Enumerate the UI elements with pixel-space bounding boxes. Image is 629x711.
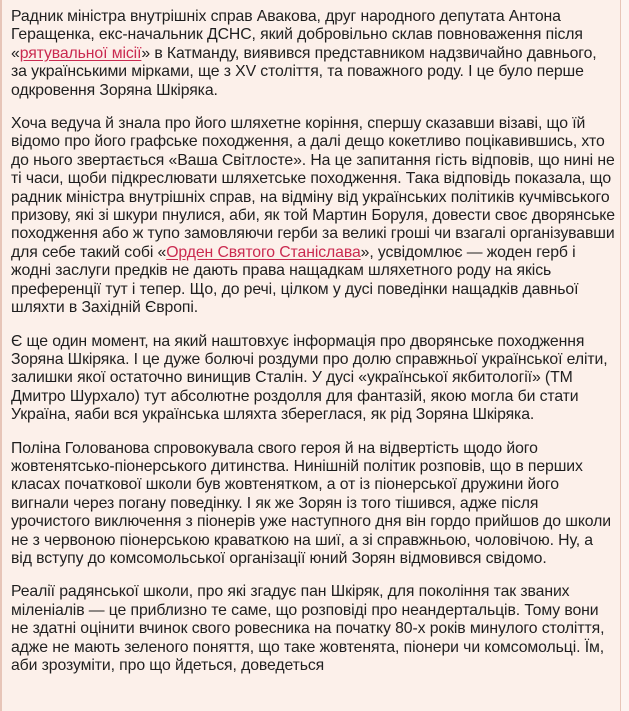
inline-link[interactable]: рятувальної місії (19, 44, 142, 62)
article-paragraph: Хоча ведуча й знала про його шляхетне коріння, спершу сказавши візаві, що їй відомо про його графське походження, а далі дещо кокетливо поцікавившись, хто до нього звертається «Ваша Світлосте». На це запитання гість відповів, що нині не ті часи, щоби підкреслювати шляхетське походження. Така відповідь показала, що радник міністра внутрішніх справ, на відміну від українських політиків кучмівського призову, які зі шкури пнулися, аби, як той Мартин Боруля, довести своє дворянське походження або ж тупо замовляючи герби за великі гроші чи взагалі організувавши для себе такий собі «Орден Святого Станіслава», усвідомлює — жоден герб і жодні заслуги предків не дають права нащадкам шляхетного роду на якісь преференції тут і тепер. Що, до речі, цілком у дусі поведінки нащадків давньої шляхти в Західній Європі. (11, 115, 615, 317)
article-paragraph: Реалії радянської школи, про які згадує пан Шкіряк, для покоління так званих міленіалів — це приблизно те саме, що розповіді про неандертальців. Тому вони не здатні оцінити вчинок свого ровесника на початку 80-х років минулого століття, адже не мають зеленого поняття, що таке жовтенята, піонери чи комсомольці. Їм, аби зрозуміти, про що йдеться, доведеться (11, 583, 605, 674)
article-paragraph: Поліна Голованова спровокувала свого героя й на відвертість щодо його жовтенятсько-піонерського дитинства. Нинішній політик розповів, що в перших класах початкової школи був жовтенятком, а от із піонерської дружини його вигнали через погану поведінку. І як же Зорян із того тішився, адже після урочистого виключення з піонерів уже наступного дня він гордо прийшов до школи не з червоною піонерською краваткою на шиї, а зі справжньою, чоловічою. Ну, а від вступу до комсомольської організації юний Зорян відмовився свідомо. (11, 439, 611, 567)
article-paragraph: Є ще один момент, на який наштовхує інформація про дворянське походження Зоряна Шкіряка. І це дуже болючі роздуми про долю справжньої української еліти, залишки якої остаточно винищив Сталін. У дусі «української якбитології» (ТМ Дмитро Шурхало) тут абсолютне роздолля для фантазій, якою могла би стати Україна, яаби вся українська шляхта збереглася, як рід Зоряна Шкіряка. (11, 332, 608, 424)
article-paragraph: Радник міністра внутрішніх справ Авакова, друг народного депутата Антона Геращенка, екс-начальник ДСНС, який добровільно склав повноваження після «рятувальної місії» в Катманду, виявився представником надзвичайно давнього, за українськими мірками, ще з XV століття, та поважного роду. І це було перше одкровення Зоряна Шкіряка. (11, 8, 597, 99)
inline-link[interactable]: Орден Святого Станіслава (166, 243, 361, 261)
